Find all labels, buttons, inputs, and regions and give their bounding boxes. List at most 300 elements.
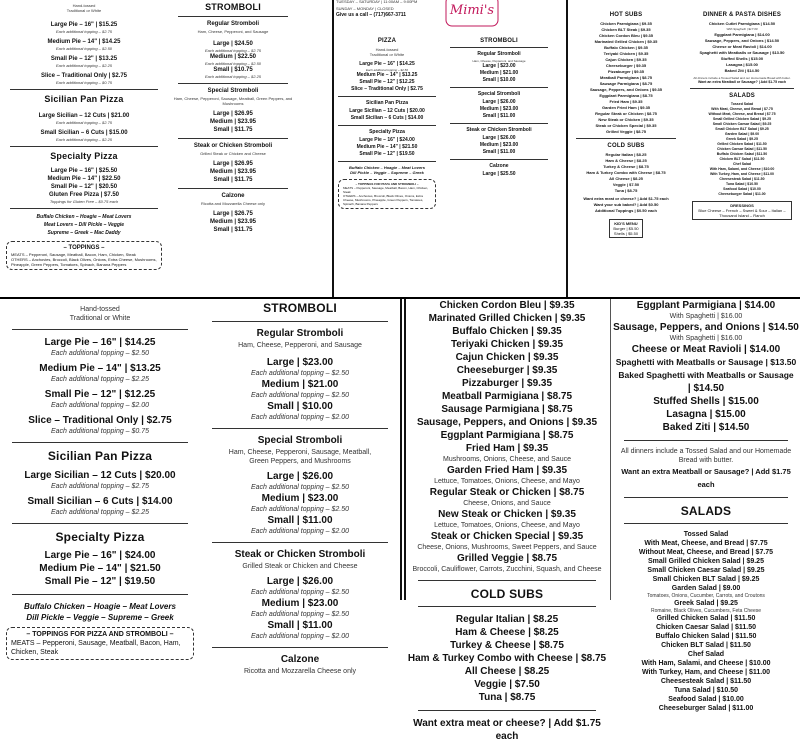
divider (212, 647, 388, 648)
stromboli-title: STROMBOLI (205, 2, 261, 12)
divider (450, 47, 548, 48)
menu-item: Tuna | $8.75 (478, 692, 536, 703)
large-sicilian: Large Sicilian – 12 Cuts | $21.00 (38, 113, 130, 119)
dinner-baked-ziti: Baked Ziti | $14.50 (724, 68, 760, 73)
hot-subs-title: HOT SUBS (609, 12, 643, 18)
menu-item: New Steak or Chicken | $9.35 (598, 117, 654, 122)
note: Each additional topping – $2.75 (204, 48, 262, 53)
page-divider (332, 0, 334, 298)
salads-title: SALADS (729, 93, 755, 99)
calzone-medium: Medium | $23.95 (209, 219, 257, 225)
menu-item: Sausage, Peppers, and Onions | $9.35 (589, 87, 663, 92)
chef-salad: Chef Salad (687, 651, 725, 658)
menu-item: Marinated Grilled Chicken | $9.35 (594, 39, 658, 44)
steak-large: Large | $26.00 (266, 576, 334, 587)
menu-item: Garden Salad | $9.00 (724, 132, 760, 136)
dressings-box (692, 201, 792, 220)
divider (12, 329, 188, 330)
sp-small-pie: Small Pie – 12" | $20.50 (50, 184, 118, 190)
note: Each additional topping – $2.50 (365, 68, 409, 72)
menu-item: Small Chicken Caesar Salad | $9.25 (712, 122, 772, 126)
menu-item: All Cheese | $8.25 (464, 666, 550, 677)
sicilian-title: Sicilian Pan Pizza (44, 94, 124, 104)
dinner-ravioli: Cheese or Meat Ravioli | $14.00 (712, 44, 772, 49)
hot-subs-list (406, 299, 608, 455)
stromboli-medium: Medium | $21.00 (261, 379, 339, 390)
menu-item: Chicken Cordon Bleu | $9.35 (439, 300, 575, 311)
menu-item: Ham & Turkey Combo with Cheese | $8.75 (407, 653, 607, 664)
stromboli-large: Large | $23.00 (266, 357, 334, 368)
small-sicilian-note: Each additional topping – $2.25 (50, 509, 150, 516)
small-sicilian-note: Each additional topping – $2.25 (55, 137, 113, 142)
divider (10, 208, 158, 209)
divider (624, 523, 788, 524)
tossed-with: With Meat, Cheese, and Bread | $7.75 (644, 540, 768, 547)
sp-medium-pie: Medium Pie – 14" | $21.50 (39, 563, 161, 574)
garden-salad: Garden Salad | $9.00 (671, 585, 741, 592)
special-stromboli-desc: Ham, Cheese, Pepperoni, Sausage, Meatball, Green Peppers, and Mushrooms (173, 96, 293, 106)
toppings-box (338, 179, 436, 209)
mini-medium-pie: Medium Pie – 14" | $13.25 (356, 72, 418, 78)
menu-item: Pizzaburger | $9.35 (461, 378, 553, 389)
toppings-box (6, 627, 194, 660)
stromboli-title: STROMBOLI (263, 301, 337, 315)
sp-large-pie: Large Pie – 16" | $24.00 (44, 550, 156, 561)
large-sicilian: Large Sicilian – 12 Cuts | $20.00 (24, 470, 176, 481)
small-sicilian: Small Sicilian – 6 Cuts | $14.00 (27, 496, 173, 507)
page-divider (610, 299, 611, 600)
toppings-meats: MEATS – Pepperoni, Sausage, Meatball, Bacon, Ham, Chicken, Steak (11, 640, 181, 656)
menu-page-bottom-left (0, 299, 400, 675)
note: Each additional topping – $2.00 (250, 633, 350, 640)
steak-special-desc: Cheese, Onions, Mushrooms, Sweet Peppers, and Sauce (417, 544, 597, 551)
chef-ham: With Ham, Salami, and Cheese | $10.00 (641, 660, 771, 667)
menu-item: Cheesesteak Salad | $11.50 (719, 177, 765, 181)
special-stromboli-title: Special Stromboli (207, 88, 259, 94)
cold-subs-title: COLD SUBS (470, 587, 544, 601)
mini-special-large: Large | $26.00 (482, 99, 516, 105)
specialty-list-2: Meat Lovers – Dill Pickle – Veggie (43, 222, 125, 228)
mini-sp-small: Small Pie – 12" | $19.50 (359, 151, 415, 157)
specialty-title: Specialty Pizza (369, 129, 405, 135)
special-stromboli-desc: Ham, Cheese, Pepperoni, Sausage, Meatball, Green Peppers, and Mushrooms (228, 449, 372, 465)
menu-item: Tuna | $8.75 (614, 188, 638, 193)
slice: Slice – Traditional Only | $2.75 (28, 415, 172, 426)
specialty-list-1: Buffalo Chicken – Hoagie – Meat Lovers (24, 602, 176, 611)
calzone-large: Large | $26.75 (213, 211, 253, 217)
regular-stromboli-desc: Ham, Cheese, Pepperoni, and Sausage (197, 29, 269, 34)
hand-tossed-label: Hand-tossed (80, 306, 120, 313)
divider (10, 89, 158, 90)
mini-large-sicilian: Large Sicilian – 12 Cuts | $20.00 (349, 108, 425, 114)
menu-item: Chicken Cordon Bleu | $9.35 (598, 33, 654, 38)
with-spaghetti: With Spaghetti | $16.00 (669, 313, 743, 320)
note: Each additional topping – $2.00 (250, 528, 350, 535)
sp-large-pie: Large Pie – 16" | $25.50 (50, 168, 118, 174)
kids-menu-box (609, 219, 642, 238)
extra-meat: Want extra meat or cheese? | Add $1.75 each (413, 718, 601, 742)
divider (178, 83, 288, 84)
menu-item: Garden Fried Ham | $9.35 (601, 105, 651, 110)
menu-item: Veggie | $7.50 (474, 679, 540, 690)
menu-item: Teriyaki Chicken | $9.35 (450, 339, 564, 350)
menu-item: Fried Ham | $9.35 (609, 99, 643, 104)
large-pie-note: Each additional topping – $2.50 (50, 350, 150, 357)
cheeseburger-salad: Cheeseburger Salad | $11.00 (658, 705, 754, 712)
steak-special: Steak or Chicken Special | $9.35 (430, 531, 584, 542)
divider (212, 542, 388, 543)
menu-item: Cheeseburger | $9.35 (456, 365, 558, 376)
menu-page-top-middle (332, 0, 554, 298)
extra-meat: Want extra meat or cheese? | Add $1.75 each (583, 196, 669, 201)
cold-subs-list (570, 152, 682, 194)
large-pie: Large Pie – 16" | $14.25 (44, 337, 156, 348)
tuna-salad: Tuna Salad | $10.50 (673, 687, 739, 694)
mini-special-medium: Medium | $23.00 (479, 106, 519, 112)
small-chicken-caesar: Small Chicken Caesar Salad | $9.25 (647, 567, 765, 574)
calzone-title: Calzone (489, 163, 509, 169)
new-steak: New Steak or Chicken | $9.35 (438, 509, 576, 520)
divider (624, 497, 788, 498)
divider (450, 123, 548, 124)
slice-note: Each additional topping – $0.75 (55, 80, 113, 85)
menu-item: Buffalo Chicken | $9.35 (452, 326, 562, 337)
stromboli-small: Small | $10.75 (213, 67, 253, 73)
kids-burger: Burger | $5.50 (613, 226, 639, 231)
toppings-title: – TOPPINGS FOR PIZZA AND STROMBOLI – (355, 182, 419, 186)
gluten-note: Toppings for Gluten Free – $0.75 each (49, 199, 119, 204)
steak-large: Large | $26.95 (213, 161, 253, 167)
menu-item: Teriyaki Chicken | $9.35 (603, 51, 649, 56)
regular-stromboli-title: Regular Stromboli (256, 328, 344, 339)
dinner-baked-spag-price: | $14.50 (687, 383, 725, 394)
regular-stromboli-desc: Ham, Cheese, Pepperoni, and Sausage (238, 342, 362, 349)
divider (690, 88, 794, 89)
menu-item: Tuna Salad | $10.50 (725, 182, 759, 186)
dinner-note: All dinners include a Tossed Salad and our Homemade Bread with butter. (693, 76, 791, 80)
chicken-blt-salad: Chicken BLT Salad | $11.50 (661, 642, 751, 649)
mini-stromboli-small: Small | $10.00 (482, 77, 516, 83)
menu-item: Buffalo Chicken | $9.35 (604, 45, 648, 50)
dinner-title: DINNER & PASTA DISHES (702, 12, 782, 18)
menu-item: Greek Salad | $9.25 (726, 137, 758, 141)
mini-sp-medium: Medium Pie – 14" | $21.50 (356, 144, 418, 150)
dinner-spag-meatballs: Spaghetti with Meatballs or Sausage | $13.50 (615, 357, 797, 367)
steak-stromboli-desc: Grilled Steak or Chicken and Cheese (242, 563, 358, 570)
sp-small-pie: Small Pie – 12" | $19.50 (44, 576, 156, 587)
toppings-box (6, 241, 162, 270)
dinner-stuffed-shells: Stuffed Shells | $15.00 (720, 56, 764, 61)
hand-tossed-label: Hand-tossed (375, 47, 399, 52)
dressings-title: DRESSINGS (730, 203, 754, 208)
sub-baked: Want your sub baked? | Add $0.50 (593, 202, 659, 207)
menu-item: Meatball Parmigiana | $8.75 (441, 391, 573, 402)
divider (450, 87, 548, 88)
page-divider (400, 299, 406, 600)
menu-item: Chicken Caesar Salad | $11.50 (716, 147, 767, 151)
specialty-title: Specialty Pizza (55, 530, 145, 544)
mini-steak-small: Small | $11.00 (482, 149, 516, 155)
specialty-list-3: Supreme – Greek – Mac Daddy (47, 230, 121, 236)
menu-item: With Turkey, Ham, and Cheese | $11.00 (709, 172, 775, 176)
small-grilled-chicken-salad: Small Grilled Chicken Salad | $9.25 (648, 558, 764, 565)
menu-item: Turkey & Cheese | $8.75 (450, 640, 564, 651)
divider (418, 580, 596, 581)
steak-stromboli-desc: Grilled Steak or Chicken and Cheese (200, 151, 266, 156)
menu-item: Chicken BLT Salad | $11.50 (719, 157, 765, 161)
slice: Slice – Traditional Only | $2.75 (40, 73, 128, 79)
sicilian-title: Sicilian Pan Pizza (47, 449, 153, 463)
mini-steak-large: Large | $26.00 (482, 135, 516, 141)
menu-item: With Meat, Cheese, and Bread | $7.75 (711, 107, 773, 111)
special-small: Small | $11.00 (267, 515, 333, 526)
menu-item: Cheeseburger Salad | $11.00 (718, 192, 766, 196)
medium-pie: Medium Pie – 14" | $13.25 (39, 363, 161, 374)
garden-fried-ham: Garden Fried Ham | $9.35 (446, 465, 568, 476)
page-divider (566, 0, 568, 298)
note: Each additional topping – $2.50 (250, 484, 350, 491)
tossed-salad: Tossed Salad (683, 531, 729, 538)
hot-subs-list (570, 21, 682, 135)
calzone-desc: Ricotta and Mozzarella Cheese only (243, 668, 357, 675)
toppings-others: OTHERS – Anchovies, Broccoli, Black Olives, Onions, Extra Cheese, Mushrooms, Pineapple, Green Peppers, Tomatoes, Spinach, Banana Peppers (343, 194, 424, 206)
dressings-list: Blue Cheese – French – Sweet & Sour – Italian – Thousand Island – Ranch (698, 208, 786, 218)
kids-shells: Shells | $5.50 (613, 231, 639, 236)
small-pie-note: Each additional topping – $2.25 (55, 63, 113, 68)
dinner-chicken-cutlet: Chicken Cutlet Parmigiana | $14.50 (708, 21, 776, 26)
specialty-list-2: Dill Pickle – Veggie – Supreme – Greek (26, 613, 174, 622)
menu-item: Ham & Cheese | $8.25 (605, 158, 647, 163)
dinner-lasagna: Lasagna | $15.00 (666, 409, 746, 420)
regular-steak-desc: Cheese, Onions, and Sauce (463, 500, 551, 507)
mini-special-small: Small | $11.00 (482, 113, 516, 119)
calzone-title: Calzone (221, 193, 245, 199)
dinner-spag-meatballs: Spaghetti with Meatballs or Sausage | $13.50 (699, 50, 785, 55)
large-sicilian-note: Each additional topping – $2.75 (55, 120, 113, 125)
dinner-stuffed-shells: Stuffed Shells | $15.00 (653, 396, 759, 407)
note: Each additional topping – $2.50 (204, 61, 262, 66)
special-small: Small | $11.75 (213, 127, 253, 133)
mini-stromboli-large: Large | $23.00 (482, 63, 516, 69)
sicilian-title: Sicilian Pan Pizza (366, 100, 408, 106)
small-chicken-blt: Small Chicken BLT Salad | $9.25 (652, 576, 760, 583)
dinner-baked-spag: Baked Spaghetti with Meatballs or Sausage (618, 370, 794, 380)
grilled-chicken-salad: Grilled Chicken Salad | $11.50 (656, 615, 756, 622)
divider (338, 96, 436, 97)
menu-item: Cheeseburger | $9.35 (605, 63, 647, 68)
steak-small: Small | $11.00 (267, 620, 333, 631)
mini-small-pie: Small Pie – 12" | $12.25 (359, 79, 415, 85)
note: Each additional topping – $2.00 (250, 414, 350, 421)
regular-steak: Regular Steak or Chicken | $8.75 (429, 487, 585, 498)
special-medium: Medium | $23.00 (261, 493, 339, 504)
divider (212, 428, 388, 429)
note: Each additional topping – $2.50 (250, 370, 350, 377)
divider (178, 188, 288, 189)
menu-item: Eggplant Parmigiana | $8.75 (440, 430, 574, 441)
note: Each additional topping – $2.50 (250, 611, 350, 618)
kids-title: KID'S MENU (614, 221, 638, 226)
grilled-veggie: Grilled Veggie | $8.75 (456, 553, 558, 564)
divider (12, 523, 188, 524)
chef-turkey: With Turkey, Ham, and Cheese | $11.00 (641, 669, 771, 676)
traditional-label: Traditional or White (66, 8, 102, 13)
garden-salad-desc: Tomatoes, Onions, Cucumber, Carrots, and Croutons (647, 593, 765, 599)
regular-stromboli-title: Regular Stromboli (477, 51, 521, 57)
menu-item: Ham & Turkey Combo with Cheese | $8.75 (586, 170, 666, 175)
grilled-veggie-desc: Broccoli, Cauliflower, Carrots, Zucchini, Squash, and Cheese (412, 566, 602, 573)
steak-stromboli-title: Steak or Chicken Stromboli (234, 549, 366, 560)
with-spaghetti: With Spaghetti | $17.00 (726, 27, 758, 31)
mini-sp-large: Large Pie – 16" | $24.00 (359, 137, 415, 143)
dinner-extra: Want an extra Meatball or Sausage? | Add $1.75 each (621, 467, 791, 489)
menu-item: Cajun Chicken | $9.35 (455, 352, 559, 363)
small-pie: Small Pie – 12" | $13.25 (50, 56, 118, 62)
call-text: Give us a call – (717)667-3711 (336, 12, 407, 18)
small-sicilian: Small Sicilian – 6 Cuts | $15.00 (40, 130, 128, 136)
menu-item: Grilled Veggie | $8.75 (605, 129, 647, 134)
stromboli-small: Small | $10.00 (267, 401, 333, 412)
cheesesteak-salad: Cheesesteak Salad | $11.50 (660, 678, 752, 685)
note: Each additional topping – $2.25 (204, 74, 262, 79)
special-large: Large | $26.95 (213, 111, 253, 117)
menu-item: Marinated Grilled Chicken | $9.35 (428, 313, 586, 324)
menu-item: Steak or Chicken Special | $9.35 (595, 123, 657, 128)
regular-stromboli-title: Regular Stromboli (206, 21, 259, 27)
large-pie: Large Pie – 16" | $15.25 (50, 22, 118, 28)
divider (12, 442, 188, 443)
steak-medium: Medium | $23.95 (209, 169, 257, 175)
mini-small-sicilian: Small Sicilian – 6 Cuts | $14.00 (350, 115, 424, 121)
menu-item: Without Meat, Cheese, and Bread | $7.75 (708, 112, 776, 116)
restaurant-logo (444, 0, 500, 28)
toppings-others: OTHERS – Anchovies, Broccoli, Black Olives, Onions, Extra Cheese, Mushrooms, Pineapple, Green Peppers, Tomatoes, Spinach, Banana Peppers (11, 257, 157, 267)
logo-text: Mimi's (449, 3, 495, 18)
menu-item: Cajun Chicken | $9.35 (605, 57, 647, 62)
menu-item: Seafood Salad | $10.00 (723, 187, 761, 191)
special-stromboli-title: Special Stromboli (477, 91, 521, 97)
dinner-extra: Want an extra Meatball or Sausage? | Add $1.75 each (697, 80, 787, 84)
divider (338, 161, 436, 162)
dinner-sausage: Sausage, Peppers, and Onions | $14.50 (613, 322, 799, 333)
large-sicilian-note: Each additional topping – $2.75 (50, 483, 150, 490)
fried-ham-desc: Mushrooms, Onions, Cheese, and Sauce (442, 456, 571, 463)
calzone-title: Calzone (280, 654, 320, 665)
menu-item: Grilled Chicken Salad | $11.50 (717, 142, 767, 146)
menu-item: Regular Italian | $8.25 (455, 614, 559, 625)
greek-salad-desc: Romaine, Black Olives, Cucumbers, Feta Cheese (650, 608, 762, 614)
specialty-list: Dill Pickle – Veggie – Supreme – Greek (350, 170, 424, 175)
toppings-meats: MEATS – Pepperoni, Sausage, Meatball, Bacon, Ham, Chicken, Steak (343, 186, 429, 194)
divider (450, 159, 548, 160)
toppings-title: – TOPPINGS FOR PIZZA AND STROMBOLI – (26, 631, 174, 638)
gluten-free: Gluten Free Pizza | $7.50 (48, 192, 120, 198)
traditional-label: Traditional or White (369, 52, 405, 57)
hand-tossed-label: Hand-tossed (72, 3, 96, 8)
dinner-eggplant: Eggplant Parmigiana | $14.00 (714, 32, 770, 37)
cold-subs-title: COLD SUBS (607, 143, 645, 149)
specialty-list: Buffalo Chicken – Hoagie – Meat Lovers (349, 165, 425, 170)
mini-steak-medium: Medium | $23.00 (479, 142, 519, 148)
mini-slice: Slice – Traditional Only | $2.75 (351, 86, 423, 92)
mini-stromboli-medium: Medium | $21.00 (479, 70, 519, 76)
salads-list (684, 102, 800, 197)
slice-note: Each additional topping – $0.75 (50, 428, 150, 435)
hours-text: TUESDAY – SATURDAY | 11:00AM – 9:00PM (336, 0, 418, 4)
menu-item: All Cheese | $8.25 (609, 176, 643, 181)
menu-item: Sausage Parmigiana | $8.75 (441, 404, 573, 415)
menu-page-top-left (0, 0, 168, 298)
divider (178, 16, 288, 17)
menu-item: Ham & Cheese | $8.25 (455, 627, 559, 638)
specialty-list-1: Buffalo Chicken – Hoagie – Meat Lovers (36, 214, 132, 220)
menu-item: Eggplant Parmigiana | $8.75 (599, 93, 653, 98)
dinner-eggplant: Eggplant Parmigiana | $14.00 (636, 300, 776, 311)
greek-salad: Greek Salad | $9.25 (674, 600, 738, 607)
stromboli-large: Large | $24.50 (213, 41, 253, 47)
menu-item: Regular Steak or Chicken | $8.75 (595, 111, 657, 116)
special-stromboli-title: Special Stromboli (257, 435, 343, 446)
menu-item: Small Chicken BLT Salad | $9.25 (715, 127, 769, 131)
dinner-note: All dinners include a Tossed Salad and our Homemade Bread with butter. (620, 448, 792, 464)
menu-item: Regular Italian | $8.25 (605, 152, 647, 157)
buffalo-chicken-salad: Buffalo Chicken Salad | $11.50 (655, 633, 757, 640)
menu-page-top-right (570, 0, 800, 298)
toppings-title: – TOPPINGS – (63, 245, 105, 251)
dinner-sausage: Sausage, Peppers, and Onions | $14.50 (704, 38, 780, 43)
divider (418, 710, 596, 711)
divider (418, 606, 596, 607)
small-pie-note: Each additional topping – $2.00 (50, 402, 150, 409)
special-medium: Medium | $23.95 (209, 119, 257, 125)
menu-item: Turkey & Cheese | $8.75 (603, 164, 649, 169)
menu-item: Chicken BLT Steak | $9.35 (601, 27, 651, 32)
mini-calzone-large: Large | $25.50 (482, 171, 516, 177)
chicken-caesar-salad: Chicken Caesar Salad | $11.50 (655, 624, 757, 631)
menu-item: Fried Ham | $9.35 (465, 443, 549, 454)
note: Each additional topping – $2.50 (250, 589, 350, 596)
note: Each additional topping – $2.50 (250, 392, 350, 399)
medium-pie-note: Each additional topping – $2.50 (55, 46, 113, 51)
note: Each additional topping – $2.50 (250, 506, 350, 513)
toppings-meats: MEATS – Pepperoni, Sausage, Meatball, Bacon, Ham, Chicken, Steak (11, 252, 136, 257)
divider (10, 146, 158, 147)
stromboli-title: STROMBOLI (480, 38, 518, 44)
small-pie: Small Pie – 12" | $12.25 (44, 389, 156, 400)
with-spaghetti: With Spaghetti | $16.00 (669, 335, 743, 342)
menu-item: Buffalo Chicken Salad | $11.50 (716, 152, 768, 156)
traditional-label: Traditional or White (69, 315, 131, 322)
garden-desc: Lettuce, Tomatoes, Onions, Cheese, and Mayo (434, 478, 580, 485)
large-pie-note: Each additional topping – $2.75 (55, 29, 113, 34)
medium-pie: Medium Pie – 14" | $14.25 (47, 39, 121, 45)
salads-title: SALADS (680, 504, 732, 518)
menu-item: Meatball Parmigiana | $8.75 (599, 75, 653, 80)
menu-item: Sausage, Peppers, and Onions | $9.35 (416, 417, 598, 428)
dinner-baked-ziti: Baked Ziti | $14.50 (662, 422, 750, 433)
menu-item: Pizzaburger | $9.35 (607, 69, 645, 74)
divider (576, 138, 676, 139)
pizza-title: PIZZA (377, 38, 397, 44)
calzone-desc: Ricotta and Mozzarella Cheese only (200, 201, 266, 206)
menu-page-top-stromboli (168, 0, 298, 298)
sunday-text: SUNDAY – MONDAY | CLOSED (336, 6, 394, 11)
steak-small: Small | $11.75 (213, 177, 253, 183)
mini-large-pie: Large Pie – 16" | $14.25 (359, 61, 415, 67)
steak-stromboli-title: Steak or Chicken Stromboli (466, 127, 532, 133)
divider (624, 440, 788, 441)
menu-item: Small Grilled Chicken Salad | $9.25 (713, 117, 771, 121)
